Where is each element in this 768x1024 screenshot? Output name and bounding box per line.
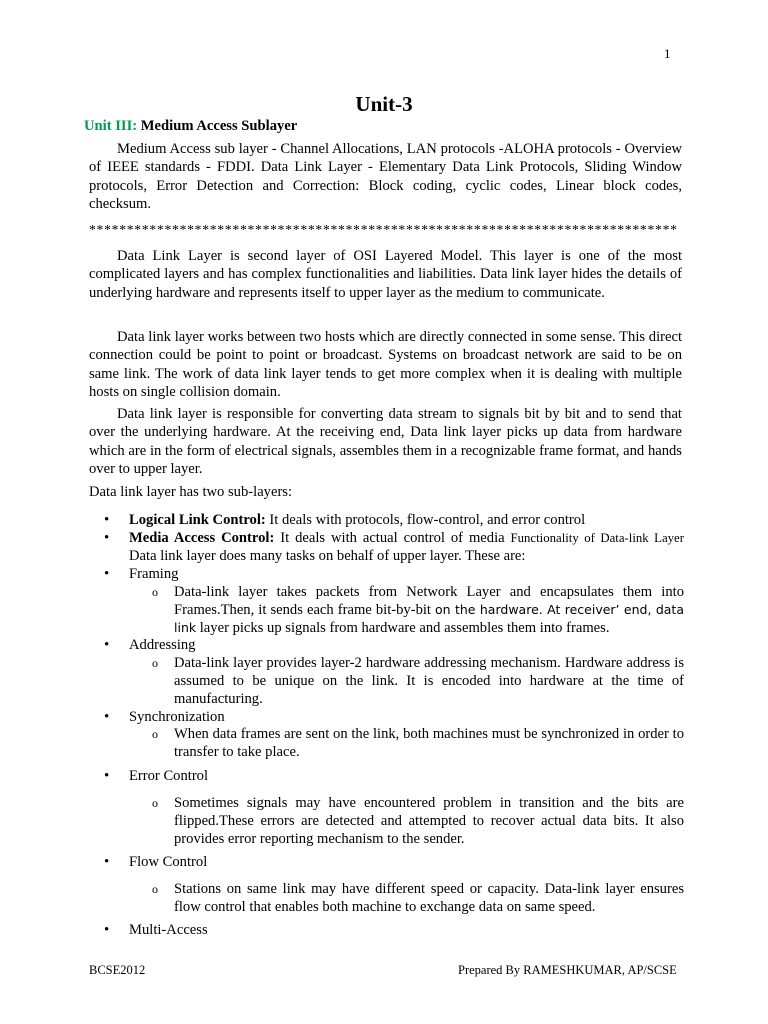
unit-name: Medium Access Sublayer: [140, 118, 298, 134]
paragraph-1: Data Link Layer is second layer of OSI Layered Model. This layer is one of the most complicated layers and has complex functionalities and liabilities. Data link layer hides the details of underlying hardware and represents itself to upper layer as the medium to communicate.: [89, 248, 682, 301]
syllabus-paragraph: Medium Access sub layer - Channel Allocations, LAN protocols -ALOHA protocols - Overview of IEEE standards - FDDI. Data Link Layer - Elementary Data Link Protocols, Sliding Window protocols, Error Detection and Correction: Block coding, cyclic codes, Linear block codes, checksum.: [89, 141, 682, 213]
sub-item-text: Stations on same link may have different speed or capacity. Data-link layer ensures flow control that enables both machine to exchange data on same speed.: [174, 881, 684, 916]
bullet-heading: Logical Link Control:: [129, 512, 266, 528]
paragraph-3: Data link layer is responsible for converting data stream to signals bit by bit and to send that over the underlying hardware. At the receiving end, Data link layer picks up data from hardware which are in the form of electrical signals, assembles them in a recognizable frame format, and hands over to upper layer.: [89, 406, 682, 478]
page-title: Unit-3: [355, 92, 413, 116]
bullet-heading: Error Control: [129, 768, 209, 784]
sub-marker: o: [152, 656, 158, 670]
sub-text-a: Data-link layer takes packets from Network Layer and encapsulates them into Frames.Then, it sends each frame bit-by-bit: [174, 584, 684, 619]
bullet-heading: Media Access Control:: [129, 530, 275, 546]
bullet-body: It deals with actual control of media: [274, 530, 511, 546]
sub-item-text: When data frames are sent on the link, both machines must be synchronized in order to transfer to take place.: [174, 726, 684, 761]
sub-item-text: [174, 583, 684, 638]
bullet-body-small: Functionality of Data-link Layer: [510, 531, 684, 545]
bullet-marker: •: [104, 768, 110, 784]
sub-text-c: layer picks up signals from hardware and assembles them into frames.: [196, 620, 610, 637]
bullet-marker: •: [104, 637, 110, 653]
bullet-text: [129, 529, 684, 565]
unit-heading: [84, 118, 297, 135]
bullet-heading: Flow Control: [129, 854, 208, 870]
sublayers-intro: Data link layer has two sub-layers:: [89, 484, 293, 500]
separator-line: ******************************************************************************: [89, 222, 678, 237]
bullet-marker: •: [104, 709, 110, 725]
footer-course-code: BCSE2012: [89, 963, 146, 977]
bullet-heading: Multi-Access: [129, 922, 208, 938]
sub-marker: o: [152, 882, 158, 896]
sub-text-b: on the hardware. At receiver’ end, data link: [174, 602, 684, 636]
bullet-heading: Addressing: [129, 637, 196, 653]
bullet-body-cont: Data link layer does many tasks on behalf of upper layer. These are:: [129, 548, 526, 565]
paragraph-2: Data link layer works between two hosts which are directly connected in some sense. This direct connection could be point to point or broadcast. Systems on broadcast network are said to be on same link. The work of data link layer tends to get more complex when it is dealing with multiple hosts on single collision domain.: [89, 329, 682, 401]
sub-item-text: Sometimes signals may have encountered problem in transition and the bits are flipped.These errors are detected and attempted to recover actual data bits. It also provides error reporting mechanism to the sender.: [174, 795, 684, 848]
sub-item-text: Data-link layer provides layer-2 hardware addressing mechanism. Hardware address is assumed to be unique on the link. It is encoded into hardware at the time of manufacturing.: [174, 655, 684, 708]
page-number: 1: [664, 46, 671, 61]
bullet-heading: Synchronization: [129, 709, 225, 725]
bullet-heading: Framing: [129, 566, 179, 582]
sub-marker: o: [152, 727, 158, 741]
bullet-marker: •: [104, 566, 110, 582]
sub-marker: o: [152, 585, 158, 599]
bullet-marker: •: [104, 922, 110, 938]
footer-author: Prepared By RAMESHKUMAR, AP/SCSE: [458, 963, 677, 977]
sub-marker: o: [152, 796, 158, 810]
unit-label: Unit III:: [84, 118, 138, 134]
bullet-text: [129, 511, 684, 529]
bullet-body: It deals with protocols, flow-control, and error control: [265, 512, 586, 528]
bullet-marker: •: [104, 854, 110, 870]
bullet-marker: •: [104, 512, 110, 528]
bullet-marker: •: [104, 530, 110, 546]
